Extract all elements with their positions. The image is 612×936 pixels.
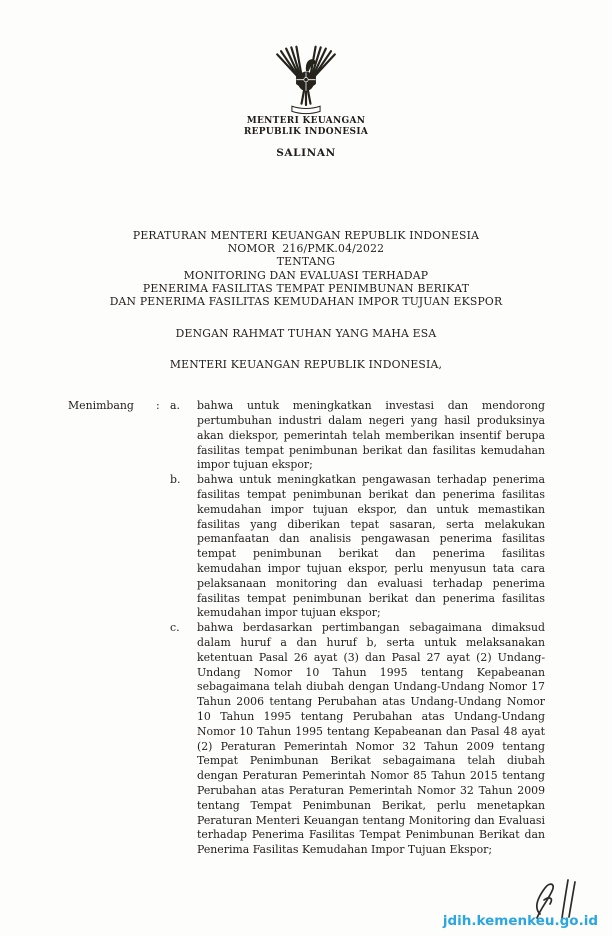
considering-item-a [170,399,545,473]
item-text: bahwa untuk meningkatkan investasi dan mendorong pertumbuhan industri dalam negeri yang hasil produksinya akan diekspor, pemerintah telah memberikan insentif berupa fasilitas tempat penimbunan berikat dan fasilitas kemudahan impor tujuan ekspor; [197,399,545,472]
title-line-regulation: PERATURAN MENTERI KEUANGAN REPUBLIK INDONESIA [132,229,480,242]
title-line-tentang: TENTANG [276,255,336,269]
garuda-pancasila-emblem [274,44,338,116]
invocation-line: DENGAN RAHMAT TUHAN YANG MAHA ESA [175,327,437,341]
ministry-name: MENTERI KEUANGAN [246,116,366,126]
title-line-subject-2: PENERIMA FASILITAS TEMPAT PENIMBUNAN BERIKAT [142,281,470,295]
salinan-stamp: SALINAN [276,147,336,159]
considering-items [170,399,545,858]
considering-label: Menimbang [68,399,134,413]
item-letter: a. [170,399,180,413]
title-line-subject-1: MONITORING DAN EVALUASI TERHADAP [183,268,429,282]
considering-colon: : [156,399,160,413]
item-letter: c. [170,621,180,635]
item-letter: b. [170,473,181,487]
jdih-watermark-link[interactable]: jdih.kemenkeu.go.id [442,913,598,929]
issuer-line: MENTERI KEUANGAN REPUBLIK INDONESIA, [169,358,443,372]
considering-item-c [170,621,545,858]
considering-item-b [170,473,545,621]
republic-name: REPUBLIK INDONESIA [243,127,369,137]
item-text: bahwa berdasarkan pertimbangan sebagaimana dimaksud dalam huruf a dan huruf b, serta untuk melaksanakan ketentuan Pasal 26 ayat (3) dan Pasal 27 ayat (2) Undang-Undang Nomor 10 Tahun 1995 tentang Kepabeanan sebagaimana telah diubah dengan Undang-Undang Nomor 17 Tahun 2006 tentang Perubahan atas Undang-Undang Nomor 10 Tahun 1995 tentang Perubahan atas Undang-Undang Nomor 10 Tahun 1995 tentang Kepabeanan dan Pasal 48 ayat (2) Peraturan Pemerintah Nomor 32 Tahun 2009 tentang Tempat Penimbunan Berikat sebagaimana telah diubah dengan Peraturan Pemerintah Nomor 85 Tahun 2015 tentang Perubahan atas Peraturan Pemerintah Nomor 32 Tahun 2009 tentang Tempat Penimbunan Berikat, perlu menetapkan Peraturan Menteri Keuangan tentang Monitoring dan Evaluasi terhadap Penerima Fasilitas Tempat Penimbunan Berikat dan Penerima Fasilitas Kemudahan Impor Tujuan Ekspor; [197,621,545,857]
item-text: bahwa untuk meningkatkan pengawasan terhadap penerima fasilitas tempat penimbunan berikat dan penerima fasilitas kemudahan impor tujuan ekspor, dan untuk memastikan fasilitas yang diberikan tepat sasaran, serta melakukan pemanfaatan dan analisis pengawasan penerima fasilitas tempat penimbunan berikat dan penerima fasilitas kemudahan impor tujuan ekspor, perlu menyusun tata cara pelaksanaan monitoring dan evaluasi terhadap penerima fasilitas tempat penimbunan berikat dan penerima fasilitas kemudahan impor tujuan ekspor; [197,473,545,620]
letterhead [0,0,612,159]
title-line-number: NOMOR 216/PMK.04/2022 [227,242,385,256]
title-line-subject-3: DAN PENERIMA FASILITAS KEMUDAHAN IMPOR TUJUAN EKSPOR [109,295,503,309]
considering-section [68,399,545,858]
regulation-title [0,229,612,308]
